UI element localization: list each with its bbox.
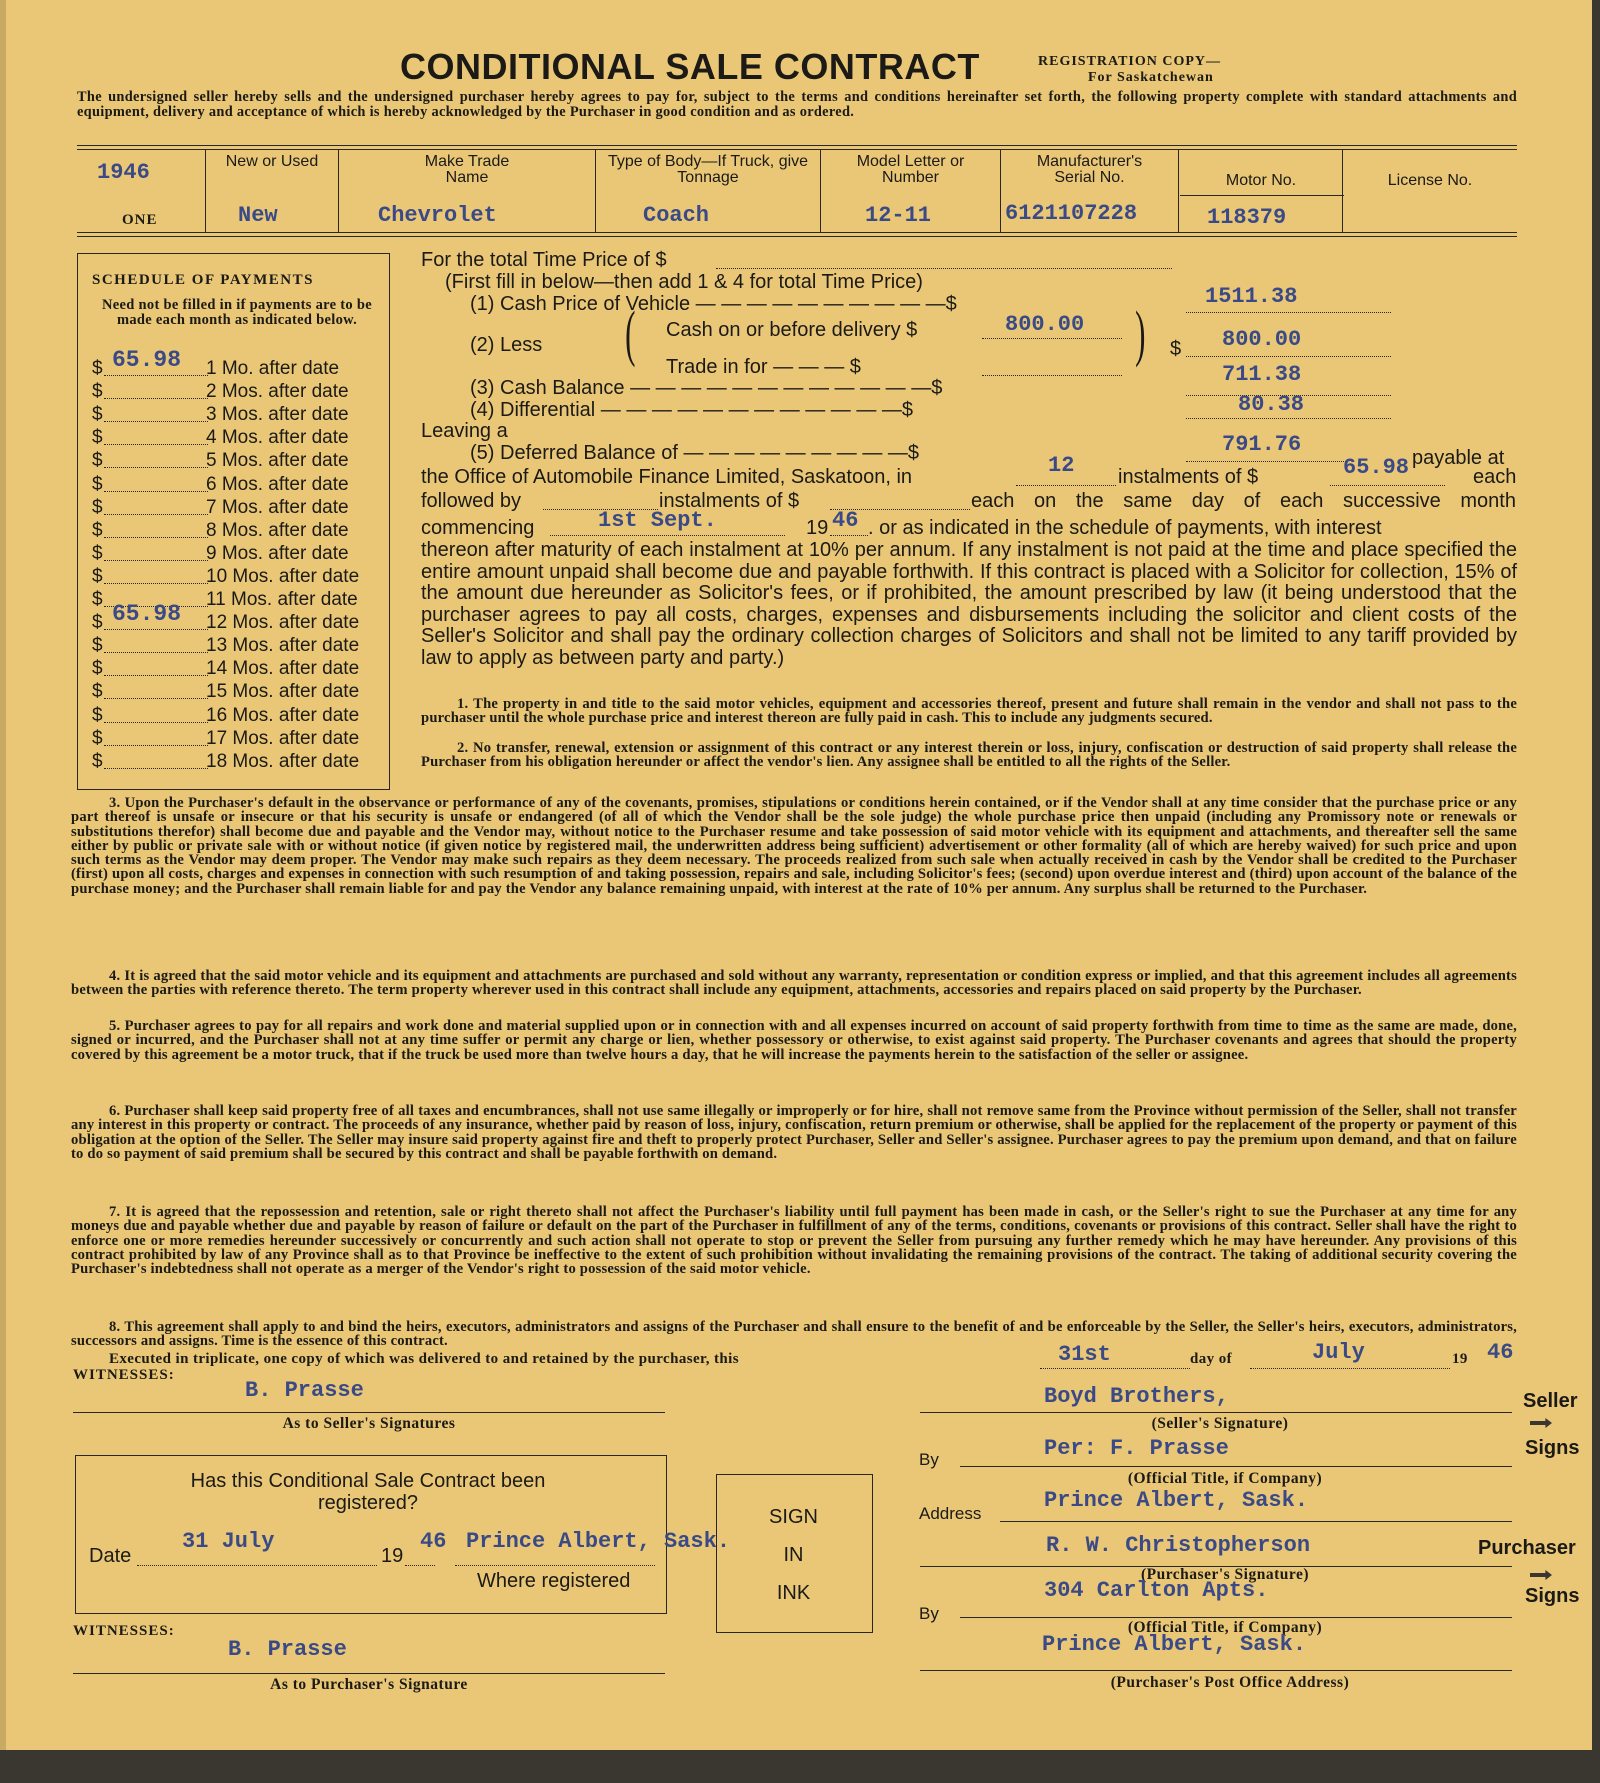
col-divider [1342,149,1343,232]
execution-day-value: 31st [1058,1342,1111,1367]
cash-on-delivery-field[interactable] [982,338,1122,339]
less-label: (2) Less [470,334,543,356]
schedule-amount-field[interactable] [104,375,208,376]
schedule-row-label: 14 Mos. after date [206,658,360,680]
schedule-row-label: 16 Mos. after date [206,704,360,726]
schedule-row-label: 5 Mos. after date [206,450,349,472]
seller-signature-caption: (Seller's Signature) [1151,1415,1289,1432]
cash-balance-value: 711.38 [1222,362,1302,387]
purchaser-witness-name: B. Prasse [228,1637,347,1662]
purchaser-signature-caption: (Purchaser's Signature) [1140,1566,1310,1583]
schedule-amount-field[interactable] [104,583,208,584]
total-time-price-field[interactable] [716,268,1172,269]
instalments-of-label: instalments of $ [1118,466,1259,488]
leaving-label: Leaving a [421,420,508,442]
value-make: Chevrolet [378,203,497,228]
purchaser-official-title-caption: (Official Title, if Company) [1127,1619,1323,1636]
left-brace: ( [625,300,636,368]
seller-by-label: By [919,1450,939,1469]
clause-3: 3. Upon the Purchaser's default in the observance or performance of any of the covenants, promises, stipulations or conditions herein contained, or if the Vendor shall at any time consider that the purchase price or any part thereof is unsafe or insecure or that his security is unsafe or endangered (of all of which the Vendor shall be the sole judge) the whole purchase price then unpaid (including any Promissory note or renewals or substitutions therefor) shall become due and payable and the Vendor may, without notice to the Purchaser resume and take possession of said motor vehicle with its equipment and attachments, and thereafter sell the same either by public or private sale with or without notice (if given notice by registered mail, the underwritten address being sufficient) advertisement or other formality (all of which are hereby waived) for such price and upon such terms as the Vendor may deem proper. The Vendor may make such repairs as they deem necessary. The proceeds realized from such sale when actually received in cash by the Vendor shall be credited to the Purchaser (first) upon all costs, charges and expenses in connection with such resumption of and taking possession, repairs and sale, including Solicitor's fees; (second) upon overdue interest and (third) upon account of the balance of the purchase money; and the Purchaser shall remain liable for and pay the Vendor any balance remaining unpaid, with interest at the rate of 10% per annum. Any surplus shall be returned to the Purchaser. [71,795,1517,897]
registration-year-field[interactable] [405,1565,435,1566]
schedule-row-label: 6 Mos. after date [206,473,349,495]
col-divider [595,149,596,232]
schedule-amount-field[interactable] [104,745,208,746]
trade-in-field[interactable] [982,375,1122,376]
schedule-amount-value: 65.98 [112,347,182,373]
schedule-amount-field[interactable] [104,698,208,699]
seller-name-value: Boyd Brothers, [1044,1384,1229,1409]
schedule-dollar-sign: $ [92,750,103,772]
value-model: 12-11 [865,203,932,228]
schedule-dollar-sign: $ [92,727,103,749]
province-text: For Saskatchewan [1088,70,1214,85]
differential-label: (4) Differential — — — — — — — — — — — —$ [470,399,914,421]
payable-at-label: payable at [1412,447,1505,469]
col-divider [1000,149,1001,232]
table-bottom-rule [77,232,1517,233]
schedule-row [92,403,382,426]
registration-question: Has this Conditional Sale Contract been registered? [190,1470,546,1514]
schedule-amount-field[interactable] [104,560,208,561]
clause-1: 1. The property in and title to the said motor vehicles, equipment and accessories thereof, present and future shall remain in the vendor and shall not pass to the purchaser until the whole purchase price and interest thereon are fully paid in cash. This to include any judgments secured. [421,696,1517,727]
schedule-note: Need not be filled in if payments are to be made each month as indicated below. [102,297,372,328]
seller-signature-line[interactable] [920,1412,1512,1413]
schedule-row-label: 13 Mos. after date [206,635,360,657]
execution-nineteen: 19 [1452,1351,1468,1367]
purchaser-witness-label: WITNESSES: [73,1623,175,1639]
deferred-balance-label: (5) Deferred Balance of — — — — — — — — —$ [470,442,920,464]
schedule-row [92,449,382,472]
purchaser-side-label: Purchaser [1478,1537,1576,1559]
less-total-field[interactable] [1186,356,1391,357]
header-license: License No. [1387,172,1473,189]
commencing-year-value: 46 [832,508,859,533]
sign-in-ink-text [716,1498,871,1612]
less-total-value: 800.00 [1222,327,1302,352]
schedule-dollar-sign: $ [92,612,103,634]
schedule-dollar-sign: $ [92,589,103,610]
schedule-reference-text: . or as indicated in the schedule of payments, with interest [868,517,1382,539]
value-serial: 6121107228 [1005,201,1138,226]
execution-text: Executed in triplicate, one copy of which was delivered to and retained by the purchaser, this [109,1351,739,1367]
schedule-row [92,657,382,680]
col-divider [205,149,206,232]
followed-instalments-label: instalments of $ [659,490,800,512]
execution-month-field[interactable] [1250,1368,1450,1369]
schedule-row [92,542,382,565]
purchaser-by-line[interactable] [960,1617,1512,1618]
seller-witness-label: WITNESSES: [73,1367,175,1383]
seller-side-label: Seller [1523,1390,1578,1412]
schedule-row [92,426,382,449]
cash-price-label: (1) Cash Price of Vehicle — — — — — — — — — —$ [470,293,957,315]
schedule-row-label: 10 Mos. after date [206,565,360,587]
schedule-amount-field[interactable] [104,514,208,515]
schedule-row [92,727,382,750]
schedule-dollar-sign: $ [92,496,103,518]
interest-paragraph: thereon after maturity of each instalment at 10% per annum. If any instalment is not paid at the time and place specified the entire amount unpaid shall become due and payable forthwith. If this contract is placed with a Solicitor for collection, 15% of the amount due hereunder as Solicitor's fees, or if prohibited, the amount prescribed by law (it being understood that the purchaser agrees to pay all costs, charges, expenses and disbursements including the solicitor and client costs of the Seller's Solicitor and shall pay the ordinary collection charges of Solicitors and shall not be limited to any tariff provided by law to apply as between party and party.) [421,539,1517,669]
purchaser-witness-caption: As to Purchaser's Signature [270,1676,468,1693]
instalment-count-field[interactable] [1016,485,1116,486]
schedule-dollar-sign: $ [92,381,103,403]
schedule-row [92,704,382,727]
vehicle-quantity: ONE [122,212,158,228]
clause-5: 5. Purchaser agrees to pay for all repairs and work done and material supplied upon or in connection with and all expenses incurred on account of said property forthwith from time to time as the same are made, done, signed or incurred, and the Purchaser shall not at any time suffer or permit any charge or lien, whether possessory or otherwise, to exist against said property. The Purchaser covenants and agrees that should the property covered by this agreement be a motor truck, that if the truck be used more than twelve hours a day, that he will increase the payments herein to the satisfaction of the seller or assignee. [71,1018,1517,1063]
purchaser-signs-label: Signs [1525,1585,1580,1607]
value-new-or-used: New [238,203,278,228]
registration-date-value: 31 July [182,1529,275,1554]
less-dollar: $ [1170,338,1182,360]
seller-address-line[interactable] [1000,1521,1512,1522]
schedule-dollar-sign: $ [92,519,103,541]
schedule-amount-field[interactable] [104,491,208,492]
schedule-row [92,634,382,657]
schedule-row-label: 2 Mos. after date [206,381,349,403]
schedule-amount-field[interactable] [104,421,208,422]
seller-official-title-caption: (Official Title, if Company) [1127,1470,1323,1487]
arrow-icon [1530,1570,1552,1580]
commencing-label: commencing [421,517,535,539]
header-model: Model Letter or Number [856,153,965,186]
schedule-dollar-sign: $ [92,658,103,680]
header-body-type: Type of Body—If Truck, give Tonnage [607,153,809,186]
header-serial: Manufacturer's Serial No. [1036,153,1143,186]
clause-8: 8. This agreement shall apply to and bind the heirs, executors, administrators and assigns of the Purchaser and shall ensure to the benefit of and be enforceable by the Seller, the Seller's heirs, executors, administrators, successors and assigns. Time is the essence of this contract. [71,1319,1517,1350]
commencing-nineteen: 19 [806,517,829,539]
instalment-amount-field[interactable] [1330,485,1445,486]
schedule-dollar-sign: $ [92,358,103,379]
differential-field[interactable] [1186,418,1391,419]
purchaser-name-value: R. W. Christopherson [1046,1533,1311,1558]
cash-price-value: 1511.38 [1205,284,1298,309]
clause-6: 6. Purchaser shall keep said property free of all taxes and encumbrances, shall not use same illegally or improperly or for hire, shall not remove same from the Province without permission of the Seller, shall not transfer any interest in this property or contract. The proceeds of any insurance, whether paid by reason of loss, injury, confiscation, return premium or otherwise, shall be applied for the replacement of the property or payment of this obligation at the option of the Seller. The Seller may insure said property against fire and theft to properly protect Purchaser, Seller and Seller's assignee. Purchaser agrees to pay the premium upon demand, and that on failure to do so payment of said premium shall be secured by this contract and shall be payable forthwith on demand. [71,1103,1517,1162]
schedule-amount-field[interactable] [104,398,208,399]
schedule-row [92,519,382,542]
table-bottom-rule-2 [77,236,1517,237]
value-motor: 118379 [1207,205,1287,230]
schedule-amount-field[interactable] [104,652,208,653]
motor-header-rule [1180,195,1344,196]
registration-place-value: Prince Albert, Sask. [466,1529,731,1554]
price-instructions: (First fill in below—then add 1 & 4 for total Time Price) [445,271,923,293]
sign-word: SIGN [769,1506,818,1528]
commencing-date-value: 1st Sept. [598,508,717,533]
right-brace: ) [1135,300,1146,368]
schedule-row-label: 9 Mos. after date [206,542,349,564]
cash-balance-label: (3) Cash Balance — — — — — — — — — — — —$ [470,377,943,399]
seller-witness-name: B. Prasse [245,1378,364,1403]
schedule-row-label: 11 Mos. after date [206,589,358,610]
in-word: IN [783,1544,804,1566]
commencing-year-field[interactable] [830,535,868,536]
seller-witness-line[interactable] [73,1412,665,1413]
schedule-amount-field[interactable] [104,444,208,445]
schedule-row [92,496,382,519]
commencing-date-field[interactable] [550,535,785,536]
schedule-dollar-sign: $ [92,704,103,726]
schedule-row-label: 12 Mos. after date [206,612,360,634]
purchaser-witness-line[interactable] [73,1673,665,1674]
schedule-amount-field[interactable] [104,629,208,630]
seller-by-value: Per: F. Prasse [1044,1436,1229,1461]
table-top-rule [77,145,1517,146]
schedule-row-label: 1 Mo. after date [206,358,340,379]
schedule-amount-field[interactable] [104,467,208,468]
page-title: CONDITIONAL SALE CONTRACT [400,46,980,87]
instalment-count-value: 12 [1048,453,1075,478]
schedule-row-label: 4 Mos. after date [206,427,349,449]
purchaser-by-label: By [919,1604,939,1623]
arrow-icon [1530,1418,1552,1428]
schedule-dollar-sign: $ [92,635,103,657]
seller-address-value: Prince Albert, Sask. [1044,1488,1309,1513]
value-body-type: Coach [643,203,710,228]
registration-year-value: 46 [420,1529,447,1554]
office-label: the Office of Automobile Finance Limited, Saskatoon, in [421,466,913,488]
table-top-rule-2 [77,149,1517,150]
followed-by-label: followed by [421,490,522,512]
execution-month-value: July [1312,1340,1365,1365]
schedule-row-label: 17 Mos. after date [206,727,360,749]
registration-place-field[interactable] [455,1565,655,1566]
intro-paragraph: The undersigned seller hereby sells and the undersigned purchaser hereby agrees to pay for, subject to the terms and conditions hereinafter set forth, the following property complete with standard attachments and equipment, delivery and acceptance of which is hereby acknowledged by the Purchaser in good condition and as ordered. [77,89,1517,120]
schedule-row [92,565,382,588]
schedule-dollar-sign: $ [92,542,103,564]
each-same-day-label: each on the same day of each successive month [971,490,1516,512]
each-label: each [1473,466,1517,488]
schedule-amount-field[interactable] [104,675,208,676]
schedule-dollar-sign: $ [92,681,103,703]
schedule-amount-field[interactable] [104,537,208,538]
registration-date-label: Date [89,1545,132,1567]
schedule-dollar-sign: $ [92,450,103,472]
deferred-balance-value: 791.76 [1222,432,1302,457]
clause-4: 4. It is agreed that the said motor vehicle and its equipment and attachments are purchased and sold without any warranty, representation or condition express or implied, and that this agreement includes all agreements between the parties with reference thereto. The term property wherever used in this contract shall include any equipment, attachments, accessories and repairs placed on said property by the Purchaser. [71,968,1517,999]
schedule-dollar-sign: $ [92,565,103,587]
schedule-row [92,601,382,634]
clause-7: 7. It is agreed that the repossession and retention, sale or right thereto shall not affect the Purchaser's liability until full payment has been made in cash, or the Seller's right to sue the Purchaser at any time for any moneys due and payable whether due and payable by reason of failure or default on the part of the Purchaser in fulfillment of any of the terms, conditions, covenants or provisions of this contract. Seller shall have the right to enforce one or more remedies hereunder successively or concurrently and such action shall not operate to stop or prevent the Seller from pursuing any further remedy which he may have hereunder. Any provisions of this contract prohibited by law of any Province shall as to that Province be ineffective to the extent of such prohibition without invalidating the remaining provisions of the contract. The taking of additional security covering the Purchaser's indebtedness shall not operate as a merger of the Vendor's right to possession of the said motor vehicle. [71,1204,1517,1278]
registration-copy-text: REGISTRATION COPY— [1038,54,1222,69]
registration-copy-label [1038,54,1221,86]
where-registered-label: Where registered [477,1570,631,1592]
cash-on-delivery-label: Cash on or before delivery $ [666,319,918,341]
registration-date-field[interactable] [137,1565,377,1566]
trade-in-label: Trade in for — — — $ [666,356,861,378]
header-motor: Motor No. [1225,172,1297,189]
purchaser-by-value: 304 Carlton Apts. [1044,1578,1269,1603]
schedule-row [92,750,382,773]
col-divider [1178,149,1179,232]
seller-witness-caption: As to Seller's Signatures [282,1415,456,1432]
purchaser-address-caption: (Purchaser's Post Office Address) [1110,1674,1350,1691]
schedule-dollar-sign: $ [92,427,103,449]
schedule-dollar-sign: $ [92,473,103,495]
header-make: Make Trade Name [424,153,510,186]
schedule-amount-value: 65.98 [112,601,182,628]
registration-nineteen: 19 [381,1545,404,1567]
vehicle-year: 1946 [97,160,150,185]
execution-year-value: 46 [1487,1340,1514,1365]
total-time-price-label: For the total Time Price of $ [421,249,667,271]
deferred-balance-field[interactable] [1186,461,1346,462]
instalment-amount-value: 65.98 [1343,455,1410,480]
schedule-title: SCHEDULE OF PAYMENTS [92,272,314,288]
col-divider [820,149,821,232]
ink-word: INK [776,1582,811,1604]
schedule-row-label: 7 Mos. after date [206,496,349,518]
schedule-dollar-sign: $ [92,404,103,426]
cash-price-field[interactable] [1186,312,1391,313]
schedule-row [92,347,382,380]
schedule-row [92,380,382,403]
schedule-row-label: 3 Mos. after date [206,404,349,426]
schedule-row-label: 18 Mos. after date [206,750,360,772]
differential-value: 80.38 [1238,392,1305,417]
cash-on-delivery-value: 800.00 [1005,312,1085,337]
schedule-amount-field[interactable] [104,722,208,723]
purchaser-address-line[interactable] [920,1670,1512,1671]
schedule-row-label: 8 Mos. after date [206,519,349,541]
seller-address-label: Address [919,1504,982,1523]
schedule-row [92,473,382,496]
execution-day-field[interactable] [1040,1368,1190,1369]
schedule-amount-field[interactable] [104,768,208,769]
schedule-row [92,680,382,703]
clause-2: 2. No transfer, renewal, extension or assignment of this contract or any interest therein or loss, injury, confiscation or destruction of said property shall release the Purchaser from his obligation hereunder or affect the vendor's lien. Any assignee shall be entitled to all the rights of the Seller. [421,740,1517,771]
header-new-or-used: New or Used [225,153,319,170]
col-divider [338,149,339,232]
schedule-row-label: 15 Mos. after date [206,681,360,703]
execution-day-of-label: day of [1190,1351,1232,1367]
purchaser-address-value: Prince Albert, Sask. [1042,1632,1307,1657]
seller-signs-label: Signs [1525,1437,1580,1459]
seller-by-line[interactable] [960,1466,1512,1467]
